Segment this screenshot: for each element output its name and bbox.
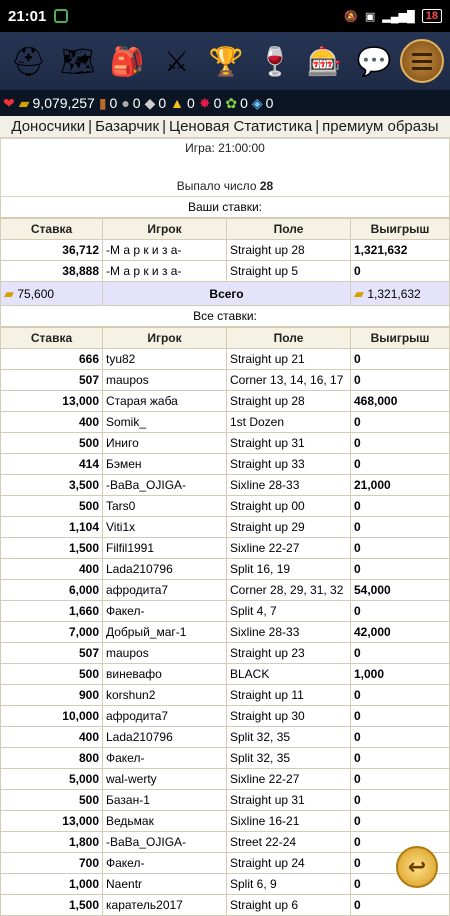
table-row: 400 Lada210796 Split 32, 35 0 (1, 727, 450, 748)
clock: 21:01 (8, 7, 47, 25)
player-link[interactable]: Факел- (103, 601, 227, 622)
player-link[interactable]: Naentr (103, 874, 227, 895)
table-row: 507 maupos Straight up 23 0 (1, 643, 450, 664)
table-row: 500 Иниго Straight up 31 0 (1, 433, 450, 454)
backpack-icon[interactable]: 🎒 (109, 45, 145, 77)
table-row: 7,000 Добрый_маг-1 Sixline 28-33 42,000 (1, 622, 450, 643)
resource-ruby: ✸ 0 (198, 94, 222, 111)
table-row: 3,500 -BaBa_OJIGA- Sixline 28-33 21,000 (1, 475, 450, 496)
stone-icon: ● (121, 95, 130, 111)
resource-gems: ✿ 0 (225, 94, 248, 111)
total-label: Всего (103, 282, 351, 306)
signal-icon: ▂▄▆█ (382, 10, 415, 23)
table-row: 800 Факел- Split 32, 35 0 (1, 748, 450, 769)
player-link[interactable]: -М а р к и з а- (103, 261, 227, 282)
heart-icon: ❤ (3, 94, 15, 111)
resource-sulfur: ▲ 0 (170, 95, 195, 111)
table-row: 1,500 Filfil1991 Sixline 22-27 0 (1, 538, 450, 559)
link-bazaar[interactable]: Базарчик (95, 118, 160, 135)
crossed-swords-icon[interactable]: ⚔ (164, 45, 190, 77)
battery-indicator: 18 (422, 9, 442, 23)
diamond-icon: ◈ (251, 94, 263, 111)
player-link[interactable]: Бэмен (103, 454, 227, 475)
wine-glass-icon[interactable]: 🍷 (257, 45, 293, 77)
iron-icon: ◆ (144, 94, 156, 111)
table-row: 1,000 Naentr Split 6, 9 0 (1, 874, 450, 895)
menu-button[interactable] (400, 39, 444, 83)
link-informers[interactable]: Доносчики (11, 118, 86, 135)
table-row: 900 korshun2 Straight up 11 0 (1, 685, 450, 706)
table-row: 10,000 афродита7 Straight up 30 0 (1, 706, 450, 727)
player-link[interactable]: -BaBa_OJIGA- (103, 475, 227, 496)
player-link[interactable]: Факел- (103, 853, 227, 874)
game-info (0, 138, 450, 197)
header-player: Игрок (103, 328, 227, 349)
header-win: Выигрыш (351, 219, 450, 240)
player-link[interactable]: -BaBa_OJIGA- (103, 832, 227, 853)
total-win: ▰ 1,321,632 (351, 282, 450, 306)
notification-icon (54, 9, 68, 23)
your-bets-table (0, 218, 450, 306)
table-row: 1,660 Факел- Split 4, 7 0 (1, 601, 450, 622)
player-link[interactable]: Lada210796 (103, 727, 227, 748)
game-nav (0, 32, 450, 90)
table-header (1, 328, 450, 349)
player-link[interactable]: афродита7 (103, 580, 227, 601)
all-bets-table (0, 327, 450, 916)
player-link[interactable]: Базан-1 (103, 790, 227, 811)
gold-cup-icon[interactable]: 🏆 (208, 45, 244, 77)
sulfur-icon: ▲ (170, 95, 185, 111)
player-link[interactable]: korshun2 (103, 685, 227, 706)
table-row: 6,000 афродита7 Corner 28, 29, 31, 32 54,000 (1, 580, 450, 601)
table-row: 700 Факел- Straight up 24 0 (1, 853, 450, 874)
ruby-icon: ✸ (198, 94, 211, 111)
knight-helmet-icon[interactable]: ⛑ (10, 45, 47, 77)
player-link[interactable]: виневафо (103, 664, 227, 685)
wood-icon: ▮ (98, 94, 107, 111)
resource-wood: ▮ 0 (98, 94, 118, 111)
resource-gold: ▰ 9,079,257 (18, 94, 95, 111)
table-row: 1,800 -BaBa_OJIGA- Street 22-24 0 (1, 832, 450, 853)
table-header (1, 219, 450, 240)
total-stake: ▰ 75,600 (1, 282, 103, 306)
result-line: Выпало число 28 (176, 179, 274, 193)
player-link[interactable]: каратель2017 (103, 895, 227, 916)
back-button[interactable] (396, 846, 438, 888)
link-premium-images[interactable]: премиум образы (322, 118, 439, 135)
table-row: 500 Базан-1 Straight up 31 0 (1, 790, 450, 811)
volte-icon: ▣ (364, 10, 376, 23)
spacer (1, 158, 449, 177)
resource-stone: ● 0 (121, 95, 141, 111)
result-number: 28 (259, 179, 274, 193)
player-link[interactable]: Viti1x (103, 517, 227, 538)
table-row: 400 Lada210796 Split 16, 19 0 (1, 559, 450, 580)
player-link[interactable]: tyu82 (103, 349, 227, 370)
player-link[interactable]: Lada210796 (103, 559, 227, 580)
gold-icon: ▰ (4, 285, 14, 301)
link-price-stats[interactable]: Ценовая Статистика (168, 118, 313, 135)
header-player: Игрок (103, 219, 227, 240)
table-row: 38,888 -М а р к и з а- Straight up 5 0 (1, 261, 450, 282)
all-bets-title: Все ставки: (0, 306, 450, 327)
roulette-icon[interactable]: 🎰 (307, 45, 343, 77)
resource-heart (3, 95, 15, 112)
resource-bar (0, 90, 450, 116)
table-row: 414 Бэмен Straight up 33 0 (1, 454, 450, 475)
game-title: Игра: 21:00:00 (185, 141, 265, 155)
player-link[interactable]: Старая жаба (103, 391, 227, 412)
resource-iron: ◆ 0 (144, 94, 167, 111)
header-stake: Ставка (1, 219, 103, 240)
player-link[interactable]: wal-werty (103, 769, 227, 790)
player-link[interactable]: Tars0 (103, 496, 227, 517)
resource-diamond: ◈ 0 (251, 94, 274, 111)
header-field: Поле (227, 328, 351, 349)
gold-icon: ▰ (18, 94, 30, 111)
back-arrow-icon: ↩ (407, 854, 427, 879)
treasure-map-icon[interactable]: 🗺 (60, 45, 96, 77)
header-win: Выигрыш (351, 328, 450, 349)
player-link[interactable]: Факел- (103, 748, 227, 769)
player-link[interactable]: Иниго (103, 433, 227, 454)
player-link[interactable]: афродита7 (103, 706, 227, 727)
table-row: 500 Tars0 Straight up 00 0 (1, 496, 450, 517)
total-row (1, 282, 450, 306)
mute-icon: 🔕 (344, 10, 358, 23)
gold-icon: ▰ (354, 285, 364, 301)
player-link[interactable]: Filfil1991 (103, 538, 227, 559)
chat-bubbles-icon[interactable]: 💬 (356, 45, 392, 77)
player-link[interactable]: Добрый_маг-1 (103, 622, 227, 643)
status-bar (0, 0, 450, 32)
header-field: Поле (227, 219, 351, 240)
player-link[interactable]: Ведьмак (103, 811, 227, 832)
table-row: 666 tyu82 Straight up 21 0 (1, 349, 450, 370)
table-row: 1,104 Viti1x Straight up 29 0 (1, 517, 450, 538)
table-row: 500 виневафо BLACK 1,000 (1, 664, 450, 685)
player-link[interactable]: maupos (103, 643, 227, 664)
table-row: 13,000 Старая жаба Straight up 28 468,000 (1, 391, 450, 412)
table-row: 36,712 -М а р к и з а- Straight up 28 1,321,632 (1, 240, 450, 261)
all-bets-body (1, 349, 450, 916)
table-row: 13,000 Ведьмак Sixline 16-21 0 (1, 811, 450, 832)
header-stake: Ставка (1, 328, 103, 349)
gems-icon: ✿ (225, 94, 238, 111)
player-link[interactable]: maupos (103, 370, 227, 391)
your-bets-title: Ваши ставки: (0, 197, 450, 218)
table-row: 507 maupos Corner 13, 14, 16, 17 0 (1, 370, 450, 391)
table-row: 400 Somik_ 1st Dozen 0 (1, 412, 450, 433)
player-link[interactable]: Somik_ (103, 412, 227, 433)
status-indicators (344, 9, 442, 23)
table-row: 1,500 каратель2017 Straight up 6 0 (1, 895, 450, 916)
table-row: 5,000 wal-werty Sixline 22-27 0 (1, 769, 450, 790)
top-links: Доносчики | Базарчик | Ценовая Статистика | премиум образы (0, 116, 450, 138)
player-link[interactable]: -М а р к и з а- (103, 240, 227, 261)
